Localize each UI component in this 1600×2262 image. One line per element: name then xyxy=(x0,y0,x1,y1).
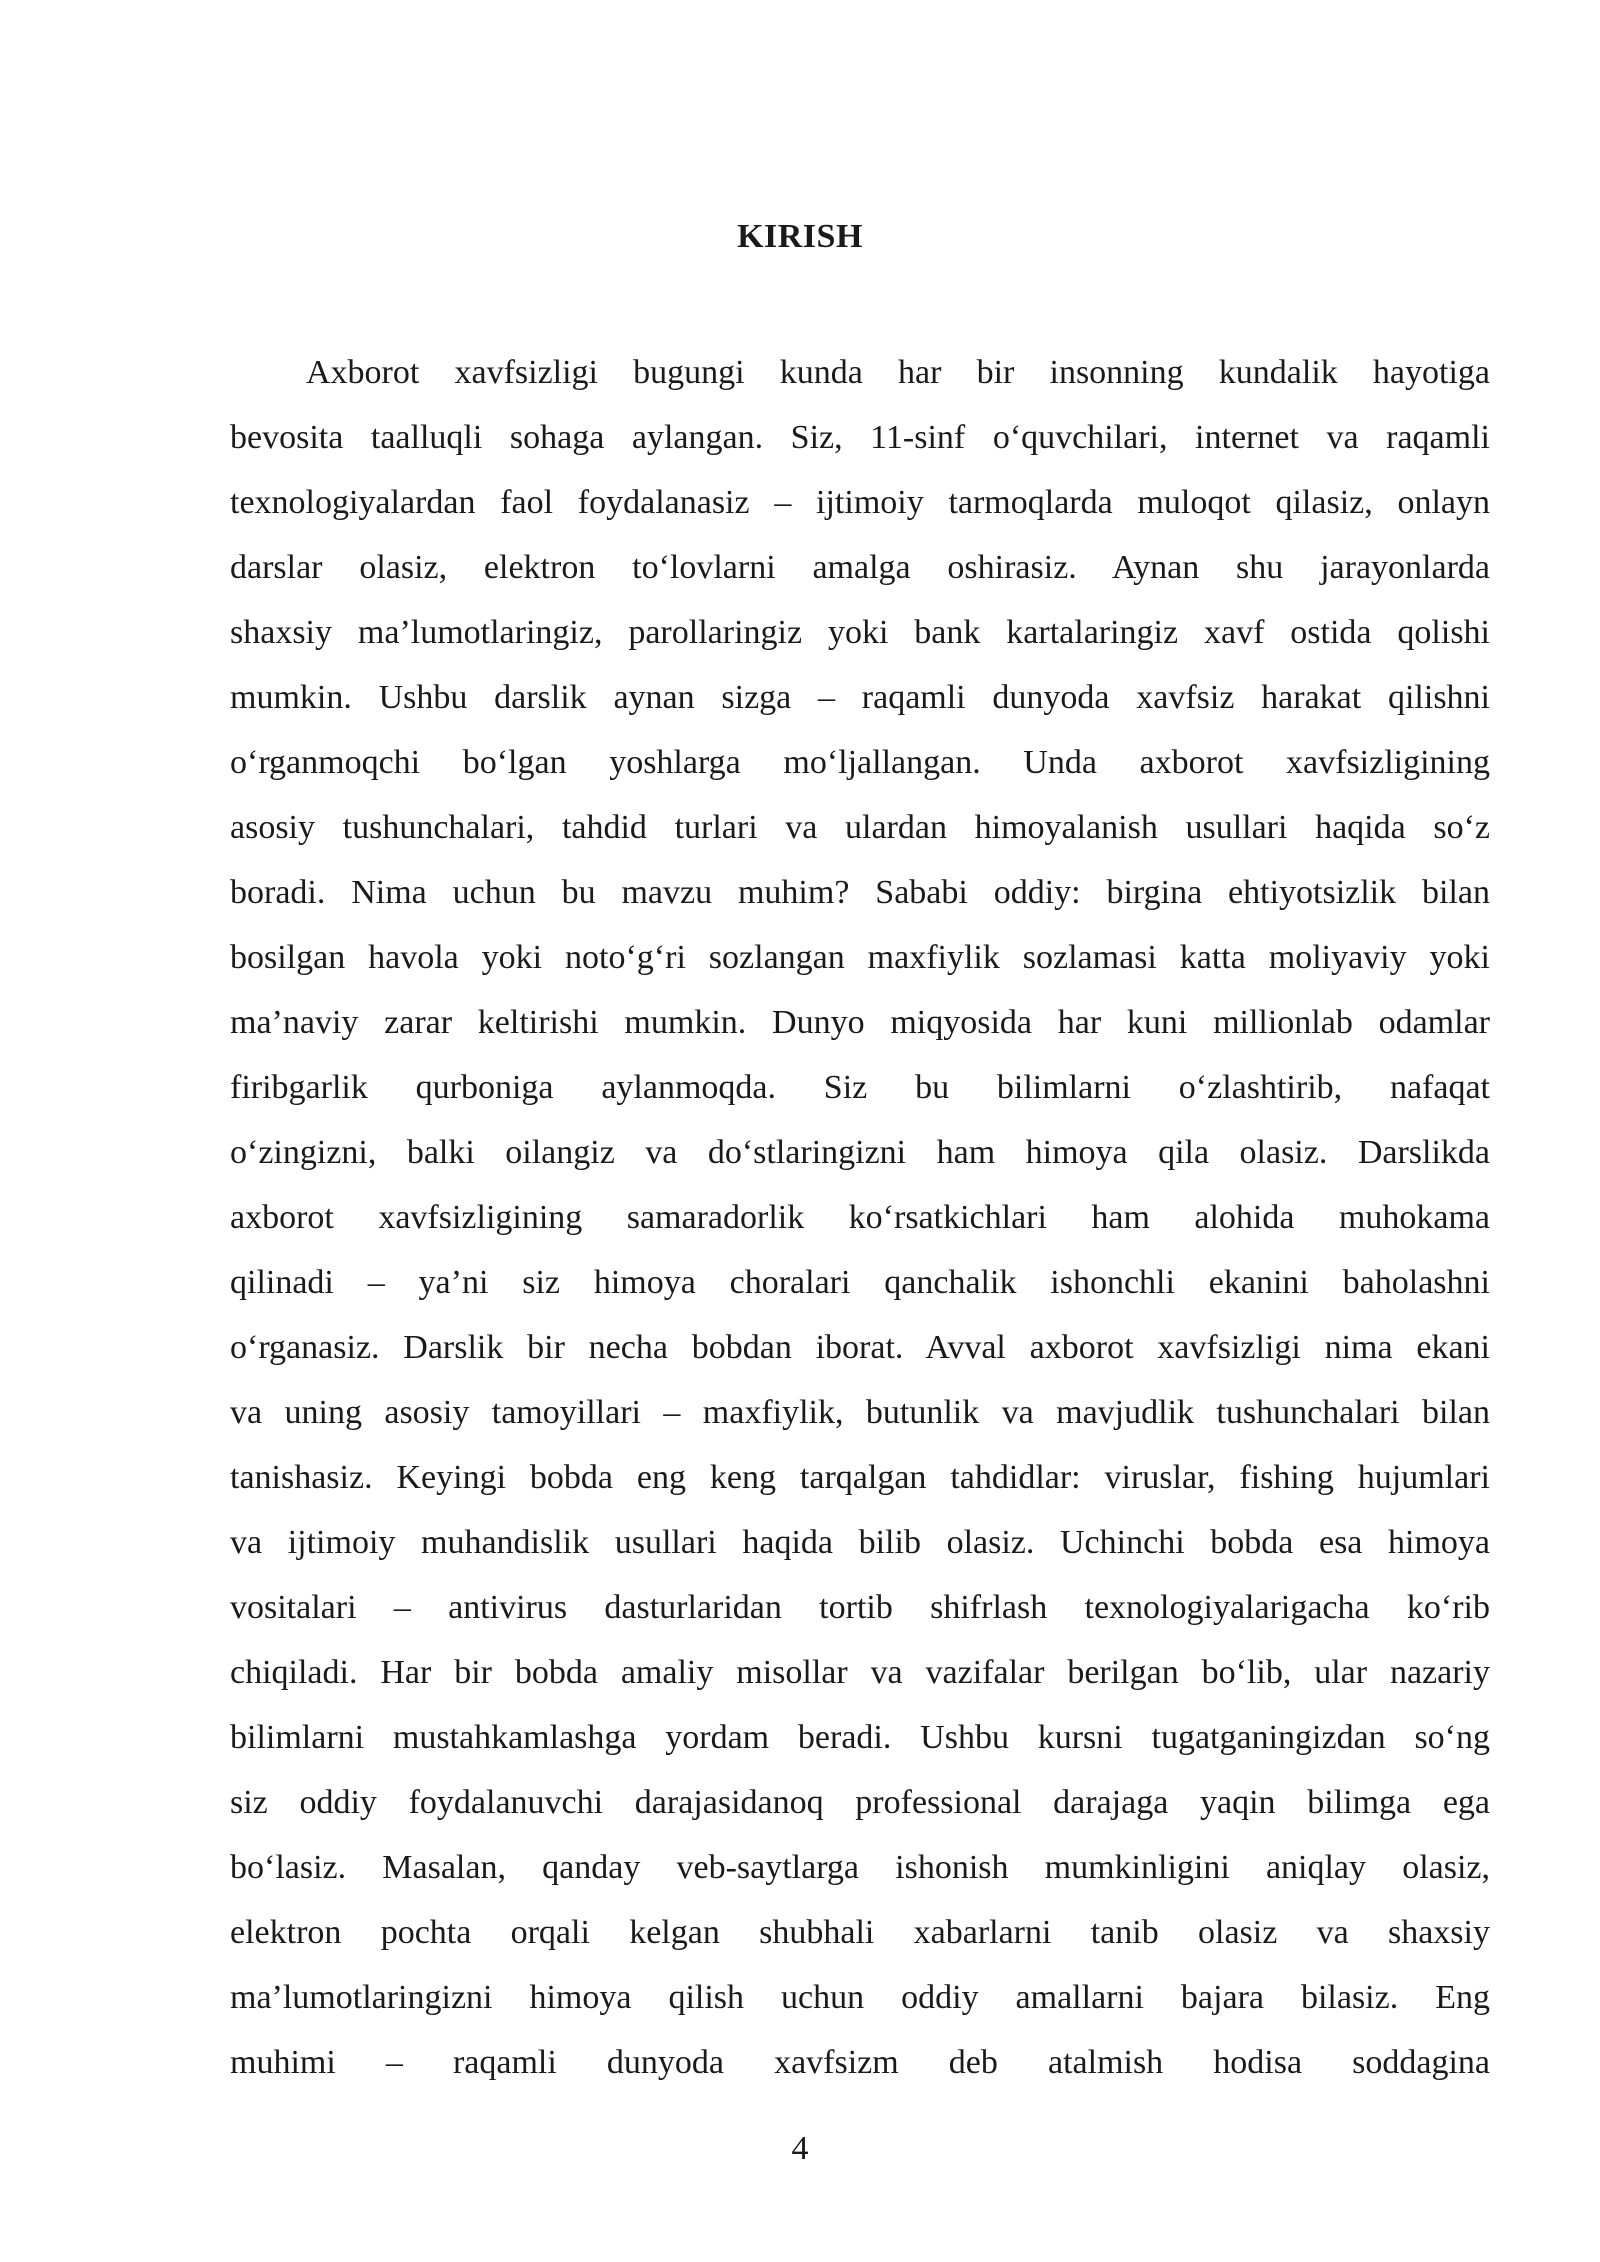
paragraph-line: shaxsiy ma’lumotlaringiz, parollaringiz yoki bank kartalaringiz xavf ostida qolishi xyxy=(230,614,1490,651)
page-number: 4 xyxy=(791,2130,809,2167)
paragraph-line: qilinadi – ya’ni siz himoya choralari qanchalik ishonchli ekanini baholashni xyxy=(230,1264,1490,1301)
paragraph-line: tanishasiz. Keyingi bobda eng keng tarqalgan tahdidlar: viruslar, fishing hujumlari xyxy=(230,1459,1490,1496)
paragraph-line: o‘rganasiz. Darslik bir necha bobdan iborat. Avval axborot xavfsizligi nima ekani xyxy=(230,1329,1490,1366)
paragraph-line: bosilgan havola yoki noto‘g‘ri sozlangan maxfiylik sozlamasi katta moliyaviy yoki xyxy=(230,939,1490,976)
paragraph-line: mumkin. Ushbu darslik aynan sizga – raqamli dunyoda xavfsiz harakat qilishni xyxy=(230,679,1490,716)
paragraph-line: o‘rganmoqchi bo‘lgan yoshlarga mo‘ljallangan. Unda axborot xavfsizligining xyxy=(230,744,1490,781)
paragraph-line: vositalari – antivirus dasturlaridan tortib shifrlash texnologiyalarigacha ko‘rib xyxy=(230,1589,1490,1626)
paragraph-line: bevosita taalluqli sohaga aylangan. Siz, 11-sinf o‘quvchilari, internet va raqamli xyxy=(230,419,1490,456)
paragraph-line: Axborot xavfsizligi bugungi kunda har bir insonning kundalik hayotiga xyxy=(306,354,1490,391)
paragraph-line: bilimlarni mustahkamlashga yordam beradi. Ushbu kursni tugatganingizdan so‘ng xyxy=(230,1719,1490,1756)
paragraph-line: darslar olasiz, elektron to‘lovlarni amalga oshirasiz. Aynan shu jarayonlarda xyxy=(230,549,1490,586)
paragraph-line: muhimi – raqamli dunyoda xavfsizm deb atalmish hodisa soddagina xyxy=(230,2044,1490,2081)
paragraph-line: chiqiladi. Har bir bobda amaliy misollar va vazifalar berilgan bo‘lib, ular nazariy xyxy=(230,1654,1490,1691)
paragraph-line: o‘zingizni, balki oilangiz va do‘stlaringizni ham himoya qila olasiz. Darslikda xyxy=(230,1134,1490,1171)
paragraph-line: asosiy tushunchalari, tahdid turlari va ulardan himoyalanish usullari haqida so‘z xyxy=(230,809,1490,846)
paragraph-line: boradi. Nima uchun bu mavzu muhim? Sababi oddiy: birgina ehtiyotsizlik bilan xyxy=(230,874,1490,911)
paragraph-line: va ijtimoiy muhandislik usullari haqida bilib olasiz. Uchinchi bobda esa himoya xyxy=(230,1524,1490,1561)
paragraph-line: ma’lumotlaringizni himoya qilish uchun oddiy amallarni bajara bilasiz. Eng xyxy=(230,1979,1490,2016)
paragraph-line: firibgarlik qurboniga aylanmoqda. Siz bu bilimlarni o‘zlashtirib, nafaqat xyxy=(230,1069,1490,1106)
paragraph-line: bo‘lasiz. Masalan, qanday veb-saytlarga ishonish mumkinligini aniqlay olasiz, xyxy=(230,1849,1490,1886)
paragraph-line: ma’naviy zarar keltirishi mumkin. Dunyo miqyosida har kuni millionlab odamlar xyxy=(230,1004,1490,1041)
paragraph-line: va uning asosiy tamoyillari – maxfiylik, butunlik va mavjudlik tushunchalari bilan xyxy=(230,1394,1490,1431)
section-title: KIRISH xyxy=(737,218,863,255)
paragraph-line: siz oddiy foydalanuvchi darajasidanoq professional darajaga yaqin bilimga ega xyxy=(230,1784,1490,1821)
paragraph-line: axborot xavfsizligining samaradorlik ko‘rsatkichlari ham alohida muhokama xyxy=(230,1199,1490,1236)
paragraph-line: texnologiyalardan faol foydalanasiz – ijtimoiy tarmoqlarda muloqot qilasiz, onlayn xyxy=(230,484,1490,521)
paragraph-line: elektron pochta orqali kelgan shubhali xabarlarni tanib olasiz va shaxsiy xyxy=(230,1914,1490,1951)
body-paragraph xyxy=(230,340,1490,2095)
